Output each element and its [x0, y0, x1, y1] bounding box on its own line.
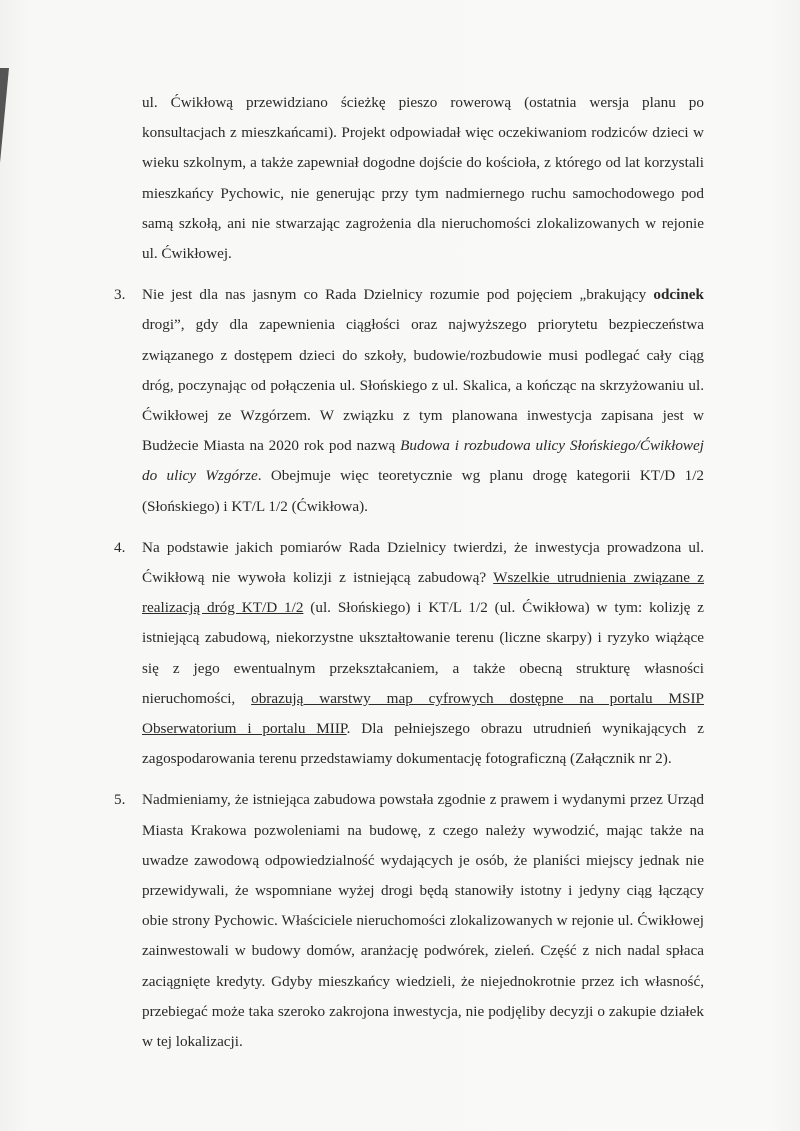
intro-paragraph: ul. Ćwikłową przewidziano ścieżkę pieszo rowerową (ostatnia wersja planu po konsultacjach z mieszkańcami). Projekt odpowiadał więc oczekiwaniom rodziców dzieci w wieku szkolnym, a także zapewniał dogodne dojście do kościoła, z którego od lat korzystali mieszkańcy Pychowic, nie generując przy tym nadmiernego ruchu samochodowego pod samą szkołą, ani nie stwarzając zagrożenia dla nieruchomości zlokalizowanych w rejonie ul. Ćwikłowej.: [142, 94, 704, 263]
item-text: Nadmieniamy, że istniejąca zabudowa powstała zgodnie z prawem i wydanymi przez Urząd Miasta Krakowa pozwoleniami na budowę, z czego należy wywodzić, mając także na uwadze zawodową odpowiedzialność wydających je osób, że planiści miejscy jednak nie przewidywali, że wspomniane wyżej drogi będą stanowiły istotny i jedyny ciąg łączący obie strony Pychowic. Właściciele nieruchomości zlokalizowanych w rejonie ul. Ćwikłowej zainwestowali w budowy domów, aranżację podwórek, zieleń. Część z nich nadal spłaca zaciągnięte kredyty. Gdyby mieszkańcy wiedzieli, że niejednokrotnie przez ich własność, przebiegać może taka szeroko zakrojona inwestycja, nie podjęliby decyzji o zakupie działek w tej lokalizacji.: [142, 791, 704, 1051]
item-text: Nie jest dla nas jasnym co Rada Dzielnicy rozumie pod pojęciem „brakujący: [142, 286, 654, 304]
document-body: [114, 88, 705, 1068]
item-text-bold: odcinek: [653, 286, 704, 304]
investment-name: Budowa i rozbudowa ulicy Słońskiego/Ćwikłowej do ulicy Wzgórze: [142, 437, 704, 485]
numbered-list: [114, 280, 705, 1057]
item-text: . Obejmuje więc teoretycznie wg planu drogę kategorii KT/D 1/2 (Słońskiego) i KT/L 1/2 (Ćwikłowa).: [142, 467, 705, 515]
item-text: (ul. Słońskiego) i KT/L 1/2 (ul. Ćwikłowa) w tym: kolizję z istniejącą zabudową, niekorzystne ukształtowanie terenu (liczne skarpy) i ryzyko wiążące się z jego ewentualnym przekształcaniem, a także obecną strukturę własności nieruchomości,: [142, 599, 705, 707]
item-text: Na podstawie jakich pomiarów Rada Dzielnicy twierdzi, że inwestycja prowadzona ul. Ćwikłową nie wywoła kolizji z istniejącą zabudową?: [142, 538, 704, 587]
item-number: 4.: [114, 538, 126, 556]
item-text: . Dla pełniejszego obrazu utrudnień wynikających z zagospodarowania terenu przedstawiamy dokumentację fotograficzną (Załącznik nr 2).: [142, 720, 704, 768]
list-item-3: [114, 280, 705, 522]
scan-edge-mark: [0, 68, 9, 163]
item-number: 5.: [114, 791, 126, 809]
list-item-5: [114, 785, 704, 1057]
item-text: drogi”, gdy dla zapewnienia ciągłości oraz najwyższego priorytetu bezpieczeństwa związanego z dostępem dzieci do szkoły, budowie/rozbudowie musi podlegać cały ciąg dróg, poczynając od połączenia ul. Słońskiego z ul. Skalica, a kończąc na skrzyżowaniu ul. Ćwikłowej ze Wzgórzem. W związku z tym planowana inwestycja zapisana jest w Budżecie Miasta na 2020 rok pod nazwą: [142, 316, 704, 455]
list-item-4: [114, 533, 705, 775]
underlined-text: Wszelkie utrudnienia związane z realizacją dróg KT/D 1/2: [142, 569, 704, 617]
item-number: 3.: [114, 286, 126, 304]
underlined-text: obrazują warstwy map cyfrowych dostępne na portalu MSIP Obserwatorium i portalu MIIP: [142, 689, 704, 738]
